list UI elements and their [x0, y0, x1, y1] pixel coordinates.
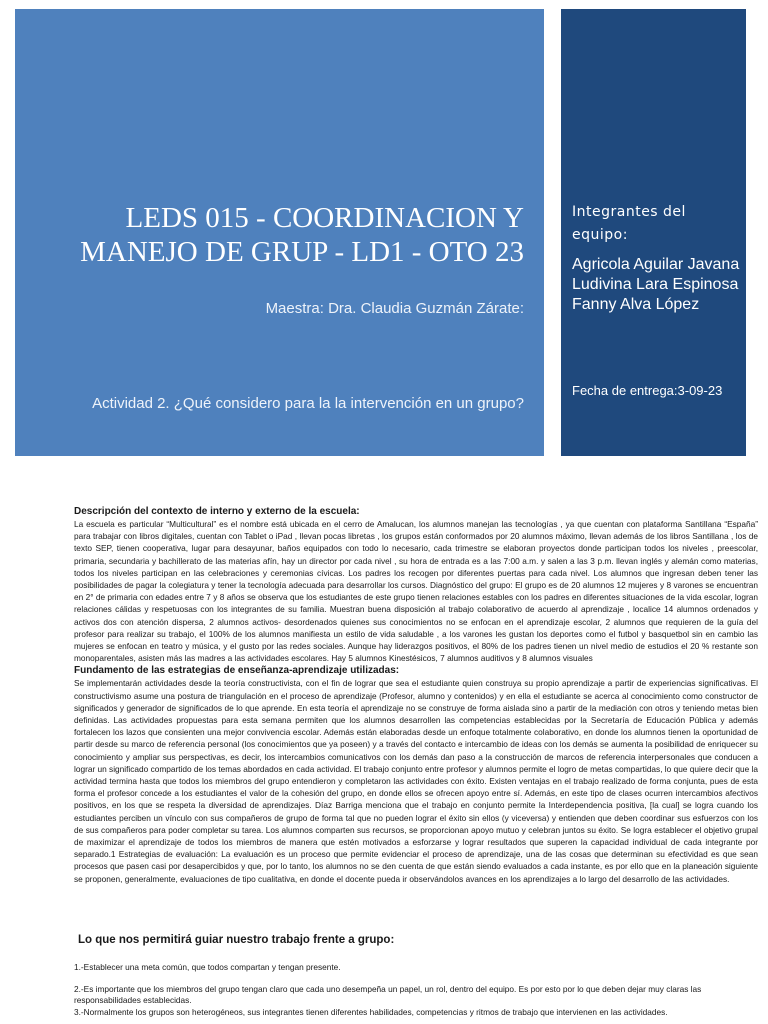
team-member-list	[572, 255, 742, 315]
context-paragraph: La escuela es particular “Multicultural” es el nombre está ubicada en el cerro de Amalucan, los alumnos manejan las tecnologías , ya que cuentan con plataforma Santillana “España” para trabajar con libros digitales, cuentan con Tablet o iPad , llevan pocas libretas , los grupos están conformados por 20 alumnos máximo, llevan además de los libros Santillana , los de texto SEP, tienen cooperativa, lugar para desayunar, baños equipados con todo lo necesario, cada trimestre se elaboran proyectos donde participan todos los niveles , preescolar, primaria, secundaria y bachillerato de las materias afín, hay un director por cada nivel , su hora de entrada es a las 7:00 a.m. y salen a las 3 p.m. llevan inglés y alemán como materias, todos los niveles participan en las celebraciones y ceremonias cívicas. Los padres los recogen por diferentes puertas para cada nivel. Los alumnos que ingresan deben tener las posibilidades de pagar la colegiatura y tener la tecnología adecuada para desarrollar los cursos. Diagnóstico del grupo: El grupo es de 20 alumnos 12 mujeres y 8 varones se encuentran en 2° de primaria con edades entre 7 y 8 años se observa que los estudiantes de este grupo tienen relaciones estables con los padres en diferentes situaciones de la vida escolar, logran relaciones cálidas y respetuosas con los integrantes de su familia. Muestran buena disposición al trabajo colaborativo de acuerdo al aprendizaje , localice 14 alumnos ordenados y activos dos con atención dispersa, 2 alumnos activos- desordenados quienes sus conocimientos no se enfocan en el aprendizaje escolar, 2 alumnos que requieren de la guía del profesor para realizar su trabajo, el 100% de los alumnos manifiesta un estilo de vida saludable , a los varones les gustan los deportes como el futbol y basquetbol sin en cambio las mujeres se enfocan en teatro y música, y el gusto por las redes sociales. Aunque hay liderazgos positivos, el 80% de los padres tienen un nivel medio de estudios el 20 % restante son monoparentales, asisten más las madres a las actividades escolares. Hay 5 alumnos Kinestésicos, 7 alumnos auditivos y 8 alumnos visuales	[74, 519, 758, 664]
strategies-paragraph: Se implementarán actividades desde la teoría constructivista, con el fin de lograr que sea el estudiante quien construya su propio aprendizaje a partir de experiencias significativas. El constructivismo asume una postura de triangulación en el proceso de aprendizaje (Profesor, alumno y contenidos) y en ella el estudiante se acerca al conocimiento como constructor de significados y generador de significados de lo que aprende. En esta teoría el aprendizaje no se construye de forma aislada sino a partir de la mediación con otros y teniendo metas bien definidas. Las actividades propuestas para esta semana permiten que los alumnos desarrollen las competencias establecidas por la Secretaría de Educación Pública y además fortalecen los lazos que consienten una mejor convivencia escolar. Además están elaboradas desde un enfoque totalmente colaborativo, en donde los alumnos tienen la oportunidad de partir desde su marco de referencia personal (los conocimientos que ya poseen) y a través del contacto e intercambio de ideas con los demás se aumenta la posibilidad de enriquecer su conocimiento y ampliar sus perspectivas, es decir, los intercambios comunicativos con los demás dan paso a la construcción de marcos de referencia interpersonales que conducen a lograr un significado compartido de los temas abordados en cada actividad. El trabajo conjunto entre profesor y alumnos permite el logro de metas compartidas, lo que quiere decir que la actividad termina hasta que todos los miembros del grupo entendieron y completaron las actividades con éxito. Existen ventajas en el trabajo realizado de forma conjunta, pues de esta forma el profesor concede a los estudiantes el valor de la cohesión del grupo, en donde ellos se ofrecen apoyo entre sí. Además, en este tipo de clases ocurren intercambios afectivos positivos, en los que se respeta la diversidad de aprendizajes. Díaz Barriga menciona que el trabajo en conjunto permite la Interdependencia positiva, [la cual] se logra cuando los estudiantes perciben un vínculo con sus compañeros de grupo de forma tal que no pueden lograr el éxito sin ellos (y viceversa) y entienden que deben coordinar sus esfuerzos con los de sus compañeros para poder completar su tarea. Los alumnos comparten sus recursos, se proporcionan apoyo mutuo y celebran juntos su éxito. Se logra establecer el objetivo grupal de maximizar el aprendizaje de todos los miembros de manera que estén motivados a esforzarse y lograr resultados que superen la capacidad individual de cada integrante por separado.1 Estrategias de evaluación: La evaluación es un proceso que permite evidenciar el proceso de aprendizaje, una de las cosas que determinan su efectividad es que sean procesos que pasen casi por desapercibidos y que, por lo tanto, los alumnos no se den cuenta de que están siendo evaluados a cada instante, es por ello que en la planeación siguiente se proponen, generalmente, evaluaciones de tipo cualitativa, en donde el docente pueda ir observándolos avances en los aprendizajes a lo largo del desarrollo de las actividades.	[74, 678, 758, 884]
teacher-name: Maestra: Dra. Claudia Guzmán Zárate:	[265, 300, 524, 317]
guide-list	[74, 962, 758, 1018]
team-member: Ludivina Lara Espinosa	[572, 276, 739, 293]
team-member: Agricola Aguilar Javana	[572, 256, 740, 273]
team-heading: Integrantes del equipo:	[572, 204, 686, 243]
due-date: Fecha de entrega:3-09-23	[572, 383, 723, 398]
activity-title: Actividad 2. ¿Qué considero para la la intervención en un grupo?	[92, 395, 524, 412]
guide-item: 3.-Normalmente los grupos son heterogéneos, sus integrantes tienen diferentes habilidades, competencias y ritmos de trabajo que intervienen en las actividades.	[74, 1006, 668, 1017]
guide-heading: Lo que nos permitirá guiar nuestro trabajo frente a grupo:	[78, 934, 395, 946]
document-title: LEDS 015 - COORDINACION Y MANEJO DE GRUP - LD1 - OTO 23	[80, 202, 524, 268]
guide-item: 1.-Establecer una meta común, que todos compartan y tengan presente.	[74, 962, 341, 972]
strategies-heading: Fundamento de las estrategias de enseñanza-aprendizaje utilizadas:	[74, 665, 400, 677]
team-member: Fanny Alva López	[572, 296, 700, 313]
cover-title-panel	[15, 9, 544, 456]
guide-item: 2.-Es importante que los miembros del grupo tengan claro que cada uno desempeña un papel, un rol, dentro del equipo. Es por esto por lo que deben dejar muy claras las responsabilidades establecidas.	[74, 983, 702, 1005]
context-heading: Descripción del contexto de interno y externo de la escuela:	[74, 506, 360, 517]
team-panel	[561, 9, 746, 456]
main-content	[74, 505, 758, 885]
